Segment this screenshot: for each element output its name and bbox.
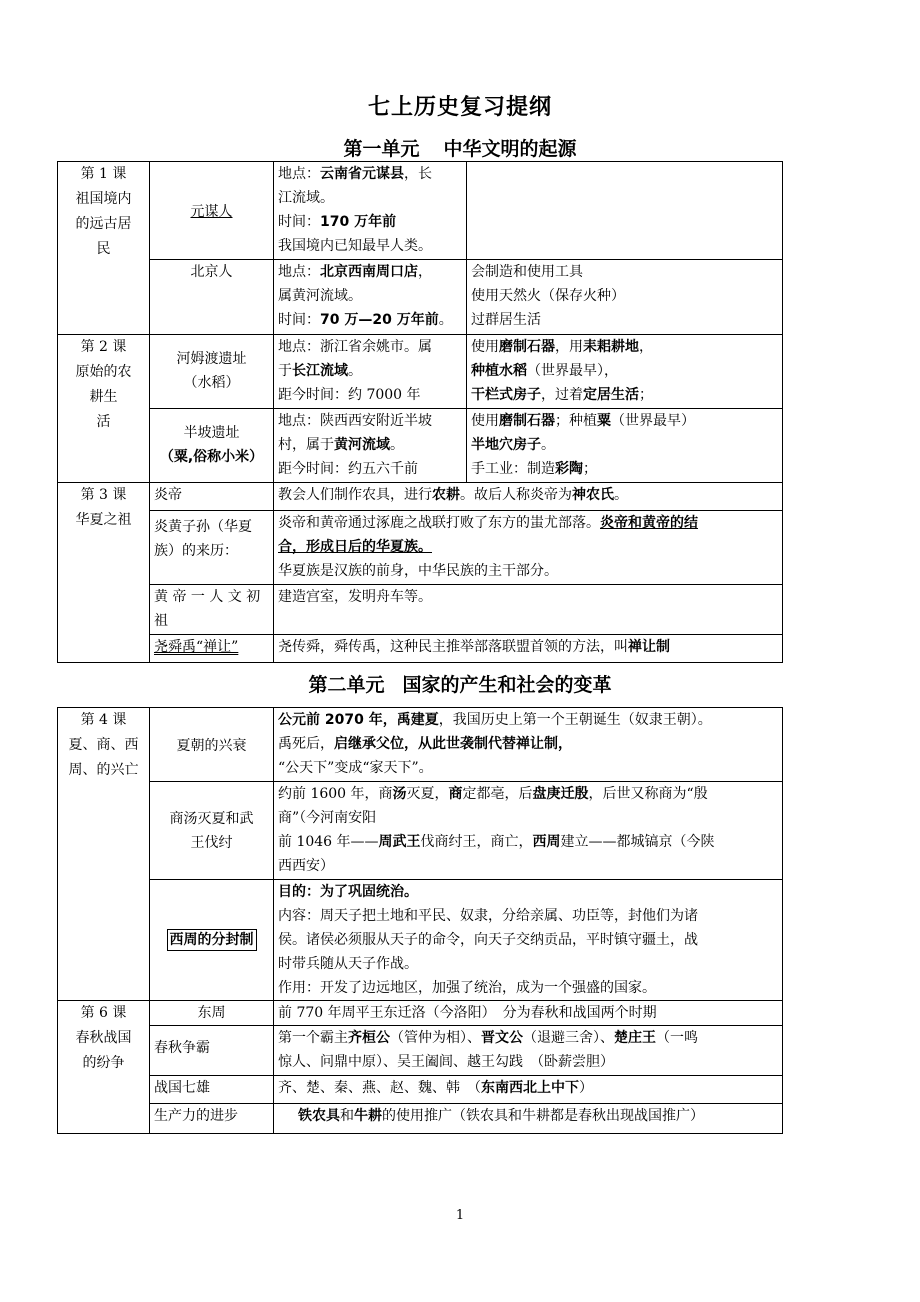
hemudu-details: 地点：浙江省余姚市。属 于长江流域。 距今时间：约 7000 年 (274, 335, 467, 409)
productivity-content: 铁农具和牛耕的使用推广（铁农具和牛耕都是春秋出现战国推广） (274, 1104, 783, 1134)
unit1-number: 第一单元 (343, 138, 420, 160)
table-row (58, 782, 783, 880)
banpo-details: 地点：陕西西安附近半坡 村，属于黄河流域。 距今时间：约五六千前 (274, 409, 467, 483)
hemudu-notes: 使用磨制石器，用耒耜耕地， 种植水稻（世界最早）， 干栏式房子，过着定居生活； (467, 335, 783, 409)
table-row (58, 708, 783, 782)
table-row (58, 1001, 783, 1026)
table-row (58, 1104, 783, 1134)
table-row (58, 162, 783, 260)
lesson-2-cell: 第 2 课 原始的农 耕生 活 (58, 335, 150, 483)
chunqiu-content: 第一个霸主齐桓公（管仲为相）、晋文公（退避三舍）、楚庄王（一鸣 惊人、问鼎中原）、吴王阖闾、越王勾践 （卧薪尝胆） (274, 1026, 783, 1076)
topic-hemudu: 河姆渡遗址 （水稻） (150, 335, 274, 409)
huangdi-content: 建造宫室，发明舟车等。 (274, 585, 783, 635)
unit2-title (0, 670, 920, 697)
dongzhou-content: 前 770 年周平王东迁洛（今洛阳） 分为春秋和战国两个时期 (274, 1001, 783, 1026)
table-row (58, 335, 783, 409)
beijing-details: 地点：北京西南周口店， 属黄河流域。 时间：70 万—20 万年前。 (274, 260, 467, 335)
topic-shanrang: 尧舜禹“禅让” (150, 635, 274, 663)
lesson-4-cell: 第 4 课 夏、商、西 周、的兴亡 (58, 708, 150, 1001)
table-row (58, 511, 783, 585)
yandi-content: 教会人们制作农具，进行农耕。故后人称炎帝为神农氏。 (274, 483, 783, 511)
shanrang-content: 尧传舜，舜传禹，这种民主推举部落联盟首领的方法，叫禅让制 (274, 635, 783, 663)
unit2-table (57, 707, 783, 1134)
table-row (58, 585, 783, 635)
topic-dongzhou: 东周 (150, 1001, 274, 1026)
topic-yuanmou: 元谋人 (150, 162, 274, 260)
topic-zhanguo: 战国七雄 (150, 1076, 274, 1104)
topic-yandi: 炎帝 (150, 483, 274, 511)
lesson-3-cell: 第 3 课 华夏之祖 (58, 483, 150, 663)
shang-content: 约前 1600 年，商汤灭夏，商定都亳，后盘庚迁殷，后世又称商为“殷 商”（今河南安阳 前 1046 年——周武王伐商纣王，商亡，西周建立——都城镐京（今陕 西西安） (274, 782, 783, 880)
table-row (58, 1026, 783, 1076)
table-row (58, 880, 783, 1001)
unit1-name: 中华文明的起源 (443, 138, 577, 160)
topic-beijing: 北京人 (150, 260, 274, 335)
topic-shang: 商汤灭夏和武 王伐纣 (150, 782, 274, 880)
lesson-1-cell: 第 1 课 祖国境内 的远古居 民 (58, 162, 150, 335)
table-row (58, 409, 783, 483)
yuanmou-details: 地点：云南省元谋县，长 江流域。 时间：170 万年前 我国境内已知最早人类。 (274, 162, 467, 260)
beijing-notes: 会制造和使用工具 使用天然火（保存火种） 过群居生活 (467, 260, 783, 335)
unit2-name: 国家的产生和社会的变革 (402, 674, 612, 696)
fenfeng-content: 目的：为了巩固统治。 内容：周天子把土地和平民、奴隶，分给亲属、功臣等，封他们为诸 侯。诸侯必须服从天子的命令，向天子交纳贡品，平时镇守疆土，战 时带兵随从天子作战。 作用：开发了边远地区，加强了统治，成为一个强盛的国家。 (274, 880, 783, 1001)
page-title: 七上历史复习提纲 (367, 95, 552, 120)
banpo-notes: 使用磨制石器；种植粟（世界最早） 半地穴房子。 手工业：制造彩陶； (467, 409, 783, 483)
topic-huangdi: 黄 帝 一 人 文 初 祖 (150, 585, 274, 635)
table-row (58, 635, 783, 663)
lesson-6-cell: 第 6 课 春秋战国 的纷争 (58, 1001, 150, 1134)
unit1-table (57, 161, 783, 663)
topic-huaxia-origin: 炎黄子孙（华夏 族）的来历： (150, 511, 274, 585)
table-row (58, 483, 783, 511)
topic-xia: 夏朝的兴衰 (150, 708, 274, 782)
topic-banpo: 半坡遗址 （粟,俗称小米） (150, 409, 274, 483)
page-number: 1 (455, 1208, 465, 1223)
table-row (58, 1076, 783, 1104)
yuanmou-notes (467, 162, 783, 260)
topic-chunqiu: 春秋争霸 (150, 1026, 274, 1076)
unit2-number: 第二单元 (308, 674, 385, 696)
zhanguo-content: 齐、楚、秦、燕、赵、魏、韩 （东南西北上中下） (274, 1076, 783, 1104)
topic-productivity: 生产力的进步 (150, 1104, 274, 1134)
table-row (58, 260, 783, 335)
xia-content: 公元前 2070 年，禹建夏，我国历史上第一个王朝诞生（奴隶王朝）。 禹死后，启继承父位，从此世袭制代替禅让制， “公天下”变成“家天下”。 (274, 708, 783, 782)
unit1-title (0, 134, 920, 161)
huaxia-origin-content: 炎帝和黄帝通过涿鹿之战联打败了东方的蚩尤部落。炎帝和黄帝的结 合，形成日后的华夏族。 华夏族是汉族的前身，中华民族的主干部分。 (274, 511, 783, 585)
topic-fenfeng: 西周的分封制 (150, 880, 274, 1001)
